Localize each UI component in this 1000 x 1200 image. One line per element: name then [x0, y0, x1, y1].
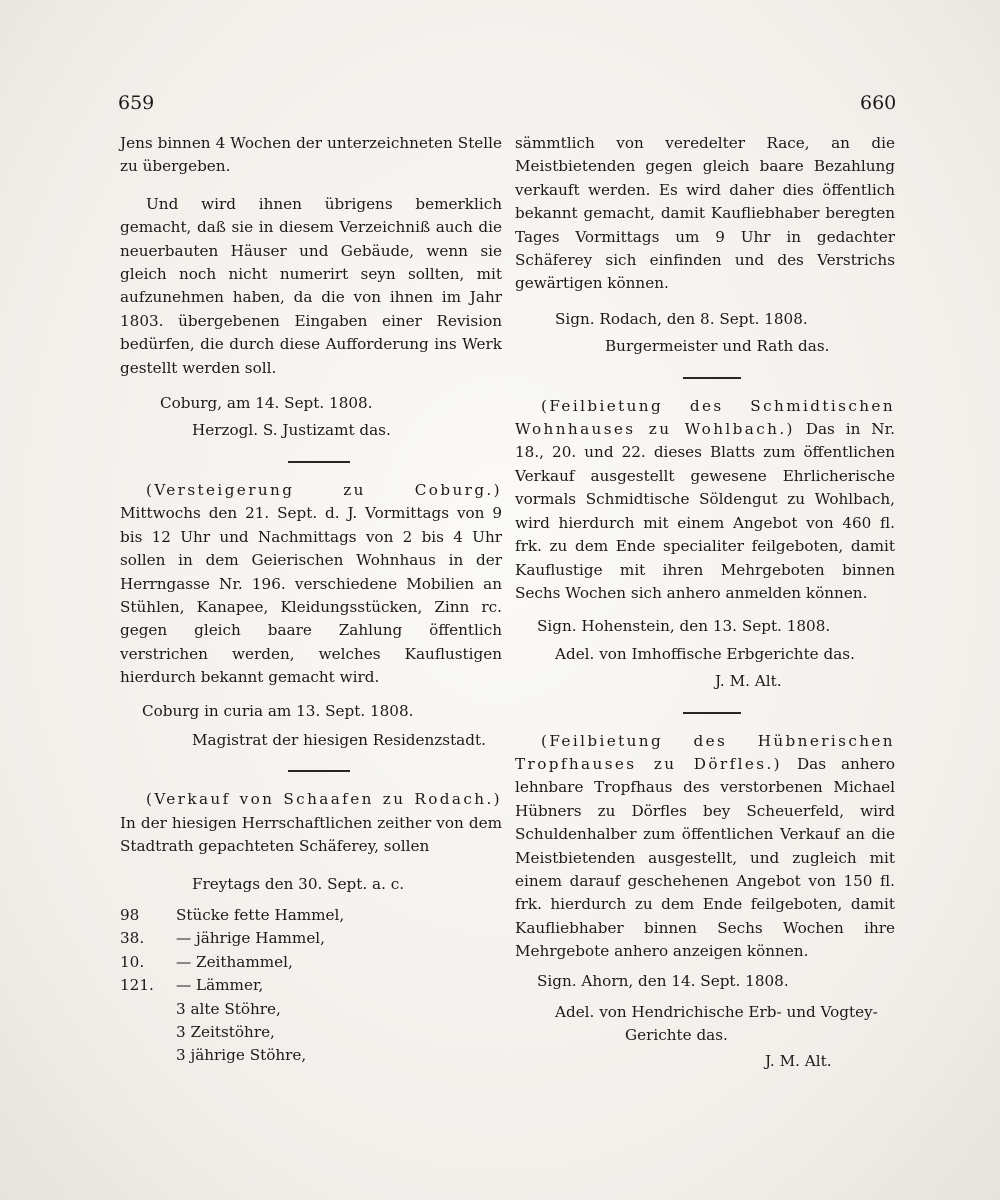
announcement-heading: (Feilbietung des Hübnerischen Tropfhauses zu Dörfles.): [515, 731, 895, 773]
item-description: — Zeithammel,: [176, 952, 293, 971]
signature-name: J. M. Alt.: [765, 1051, 832, 1070]
announcement-feilbietung-doerfles: [515, 730, 895, 964]
signature-office: Burgermeister und Rath das.: [605, 337, 830, 356]
paragraph-continuation: Jens binnen 4 Wochen der unterzeichneten Stelle zu übergeben.: [120, 134, 502, 176]
item-description: 3 alte Stöhre,: [176, 999, 281, 1018]
item-quantity: 38.: [120, 929, 145, 948]
announcement-body: Mittwochs den 21. Sept. d. J. Vormittags von 9 bis 12 Uhr und Nachmittags von 2 bis 4 Uhr sollen in dem Geierischen Wohnhaus in der Herrngasse Nr. 196. verschiedene Mobilien an Stühlen, Kanapee, Kleidungsstücken, Zinn rc. gegen gleich baare Zahlung öffentlich verstrichen werden, welches Kauflustigen hierdurch bekannt gemacht wird.: [120, 504, 502, 687]
signature-name: J. M. Alt.: [715, 672, 782, 691]
item-quantity: 10.: [120, 952, 145, 971]
signature-place-date: Sign. Ahorn, den 14. Sept. 1808.: [537, 971, 789, 990]
signature-office: Adel. von Hendrichische Erb- und Vogtey-: [555, 1003, 878, 1021]
signature-office: Magistrat der hiesigen Residenzstadt.: [192, 730, 486, 749]
list-item: [120, 1044, 502, 1067]
page-number-right: 660: [860, 92, 897, 114]
item-quantity: 121.: [120, 976, 154, 995]
sale-date: Freytags den 30. Sept. a. c.: [192, 874, 405, 893]
paragraph-notice: Und wird ihnen übrigens bemerklich gemacht, daß sie in diesem Verzeichniß auch die neuerbauten Häuser und Gebäude, wenn sie gleich noch nicht numerirt seyn sollten, mit aufzunehmen haben, da die von ihnen im Jahr 1803. übergebenen Eingaben einer Revision bedürfen, die durch diese Aufforderung ins Werk gestellt werden soll.: [120, 194, 502, 377]
left-column: [120, 132, 502, 1068]
section-divider: [683, 377, 741, 379]
item-description: — Lämmer,: [176, 976, 264, 995]
announcement-feilbietung-wohlbach: [515, 395, 895, 606]
section-divider: [288, 461, 350, 463]
section-divider: [288, 770, 350, 772]
announcement-body: In der hiesigen Herrschaftlichen zeither von dem Stadtrath gepachteten Schäferey, sollen: [120, 813, 502, 856]
signature-office: Adel. von Imhoffische Erbgerichte das.: [555, 644, 855, 663]
item-description: 3 jährige Stöhre,: [176, 1046, 307, 1065]
list-item: [120, 951, 502, 974]
announcement-heading: (Versteigerung zu Coburg.): [146, 480, 502, 499]
signature-place-date: Coburg, am 14. Sept. 1808.: [160, 394, 373, 413]
list-item: [120, 998, 502, 1021]
list-item: [120, 1021, 502, 1044]
signature-office: Herzogl. S. Justizamt das.: [192, 421, 391, 440]
list-item: [120, 904, 502, 927]
announcement-body: Das anhero lehnbare Tropfhaus des verstorbenen Michael Hübners zu Dörfles bey Scheuerfeld, wird Schuldenhalber zum öffentlichen Verkauf an die Meistbietenden ausgestellt, und zugleich mit einem darauf geschehenen Angebot von 150 fl. frk. hierdurch zu dem Ende feilgeboten, damit Kaufliebhaber binnen Sechs Wochen ihre Mehrgebote anhero anzeigen können.: [515, 754, 895, 961]
announcement-versteigerung: [120, 479, 502, 690]
announcement-body: Das in Nr. 18., 20. und 22. dieses Blatts zum öffentlichen Verkauf ausgestellt gewesene Ehrlicherische vormals Schmidtische Söldengut zu Wohlbach, wird hierdurch mit einem Angebot von 460 fl. frk. zu dem Ende specialiter feilgeboten, damit Kauflustige mit ihren Mehrgeboten binnen Sechs Wochen sich anhero anmelden können.: [515, 420, 895, 602]
paragraph-continuation: sämmtlich von veredelter Race, an die Meistbietenden gegen gleich baare Bezahlung verkauft werden. Es wird daher dies öffentlich bekannt gemacht, damit Kaufliebhaber beregten Tages Vormittags um 9 Uhr in gedachter Schäferey sich einfinden und des Verstrichs gewärtigen können.: [515, 134, 895, 293]
list-item: [120, 927, 502, 950]
signature-place-date: Sign. Hohenstein, den 13. Sept. 1808.: [537, 617, 831, 636]
page-number-left: 659: [118, 92, 155, 114]
announcement-heading: (Feilbietung des Schmidtischen Wohnhauses zu Wohlbach.): [515, 396, 895, 439]
signature-place-date: Coburg in curia am 13. Sept. 1808.: [142, 701, 414, 720]
right-column: [515, 132, 895, 1073]
item-quantity: 98: [120, 905, 140, 924]
item-description: 3 Zeitstöhre,: [176, 1022, 275, 1041]
signature-place-date: Sign. Rodach, den 8. Sept. 1808.: [555, 309, 808, 328]
announcement-heading: (Verkauf von Schaafen zu Rodach.): [146, 790, 502, 809]
announcement-verkauf: [120, 788, 502, 858]
item-description: Stücke fette Hammel,: [176, 905, 345, 924]
signature-office: Gerichte das.: [625, 1026, 728, 1045]
section-divider: [683, 712, 741, 714]
list-item: [120, 974, 502, 997]
livestock-list: [120, 904, 502, 1068]
item-description: — jährige Hammel,: [176, 929, 325, 948]
